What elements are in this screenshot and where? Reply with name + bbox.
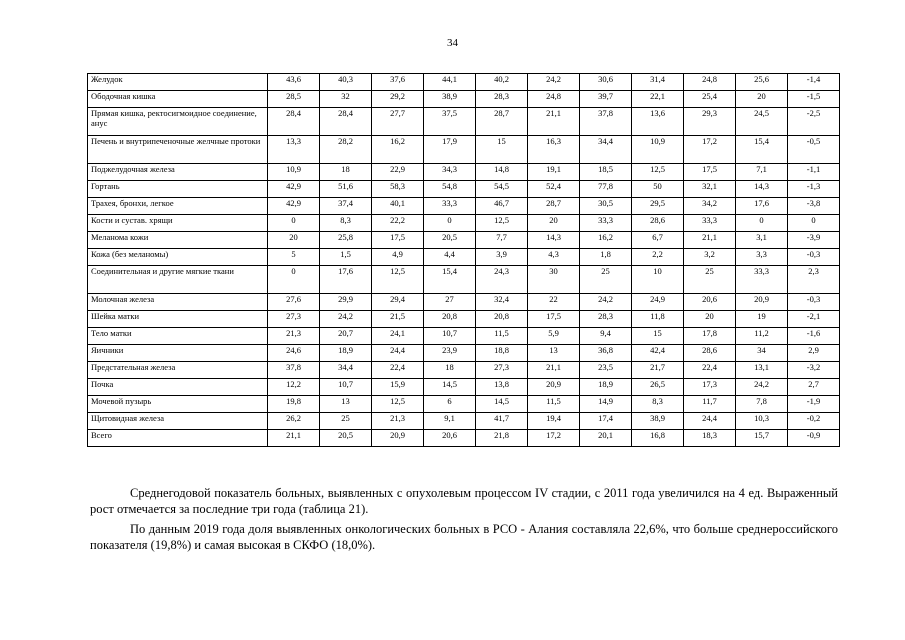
table-cell: 22,9 (372, 164, 424, 181)
table-cell: 17,6 (736, 198, 788, 215)
table-cell: 28,7 (476, 108, 528, 136)
table-cell: 28,2 (320, 136, 372, 164)
table-cell: -1,3 (788, 181, 840, 198)
table-cell: 21,3 (372, 413, 424, 430)
table-cell: 17,5 (684, 164, 736, 181)
table-cell: 14,5 (424, 379, 476, 396)
table-cell: 44,1 (424, 74, 476, 91)
table-cell: 20,8 (476, 311, 528, 328)
table-cell: 15,7 (736, 430, 788, 447)
table-row (88, 232, 840, 249)
row-label: Кости и сустав. хрящи (88, 215, 268, 232)
table-cell: 25,4 (684, 91, 736, 108)
table-cell: 25 (320, 413, 372, 430)
table-cell: 11,2 (736, 328, 788, 345)
row-label: Шейка матки (88, 311, 268, 328)
table-cell: 9,4 (580, 328, 632, 345)
table-cell: 7,7 (476, 232, 528, 249)
table-cell: 15,9 (372, 379, 424, 396)
row-label: Щитовидная железа (88, 413, 268, 430)
table-cell: -3,9 (788, 232, 840, 249)
table-cell: 19,8 (268, 396, 320, 413)
table-cell: 10,9 (632, 136, 684, 164)
row-label: Гортань (88, 181, 268, 198)
table-row (88, 249, 840, 266)
table-cell: 34,4 (580, 136, 632, 164)
table-cell: 1,5 (320, 249, 372, 266)
table-cell: 15 (476, 136, 528, 164)
table-cell: 24,9 (632, 294, 684, 311)
table-cell: 17,4 (580, 413, 632, 430)
table-cell: 24,4 (372, 345, 424, 362)
table-cell: 15 (632, 328, 684, 345)
table-cell: 25 (580, 266, 632, 294)
table-cell: 13,3 (268, 136, 320, 164)
table-cell: 38,9 (424, 91, 476, 108)
table-cell: 20,1 (580, 430, 632, 447)
table-cell: 24,2 (580, 294, 632, 311)
table-cell: -0,5 (788, 136, 840, 164)
table-cell: 18,9 (580, 379, 632, 396)
table-row (88, 108, 840, 136)
table-cell: 20,8 (424, 311, 476, 328)
table-cell: 27,6 (268, 294, 320, 311)
table-cell: 11,8 (632, 311, 684, 328)
table-cell: 42,9 (268, 181, 320, 198)
table-row (88, 181, 840, 198)
table-row (88, 198, 840, 215)
page-number: 34 (447, 37, 458, 49)
table-cell: 21,7 (632, 362, 684, 379)
table-cell: 37,4 (320, 198, 372, 215)
row-label: Молочная железа (88, 294, 268, 311)
table-cell: 16,3 (528, 136, 580, 164)
table-cell: 18,9 (320, 345, 372, 362)
table-cell: 20,6 (684, 294, 736, 311)
table-cell: 20,9 (736, 294, 788, 311)
table-cell: 13,8 (476, 379, 528, 396)
table-row (88, 311, 840, 328)
table-cell: 18 (424, 362, 476, 379)
table-cell: -2,1 (788, 311, 840, 328)
table-cell: 43,6 (268, 74, 320, 91)
table-cell: 24,3 (476, 266, 528, 294)
table-cell: 26,2 (268, 413, 320, 430)
table-cell: 29,3 (684, 108, 736, 136)
table-cell: 25,6 (736, 74, 788, 91)
table-cell: 77,8 (580, 181, 632, 198)
table-cell: 20,5 (320, 430, 372, 447)
data-table (87, 73, 840, 447)
table-cell: 18,5 (580, 164, 632, 181)
table-row (88, 396, 840, 413)
table-cell: 17,3 (684, 379, 736, 396)
table-cell: 32,4 (476, 294, 528, 311)
table-cell: 14,3 (528, 232, 580, 249)
table-cell: 17,6 (320, 266, 372, 294)
table-cell: 41,7 (476, 413, 528, 430)
table-cell: 10 (632, 266, 684, 294)
table-cell: 11,5 (528, 396, 580, 413)
row-label: Всего (88, 430, 268, 447)
table-cell: 28,3 (476, 91, 528, 108)
table-cell: 4,9 (372, 249, 424, 266)
table-cell: 42,4 (632, 345, 684, 362)
table-cell: 21,8 (476, 430, 528, 447)
table-cell: 28,6 (684, 345, 736, 362)
table-row (88, 215, 840, 232)
table-row (88, 379, 840, 396)
table-cell: 16,2 (372, 136, 424, 164)
table-cell: 2,2 (632, 249, 684, 266)
table-cell: 21,5 (372, 311, 424, 328)
table-cell: 37,8 (268, 362, 320, 379)
table-cell: 14,9 (580, 396, 632, 413)
table-cell: 2,9 (788, 345, 840, 362)
table-row (88, 164, 840, 181)
table-cell: -2,5 (788, 108, 840, 136)
table-cell: 30,6 (580, 74, 632, 91)
table-cell: 32 (320, 91, 372, 108)
table-cell: 12,5 (476, 215, 528, 232)
row-label: Предстательная железа (88, 362, 268, 379)
table-cell: 10,7 (320, 379, 372, 396)
table-cell: 50 (632, 181, 684, 198)
table-cell: 22,4 (372, 362, 424, 379)
table-cell: 51,6 (320, 181, 372, 198)
table-cell: 28,3 (580, 311, 632, 328)
table-cell: 9,1 (424, 413, 476, 430)
row-label: Мочевой пузырь (88, 396, 268, 413)
table-cell: 23,9 (424, 345, 476, 362)
table-cell: -1,9 (788, 396, 840, 413)
table-cell: 20 (736, 91, 788, 108)
table-cell: 20 (684, 311, 736, 328)
table-cell: 24,2 (320, 311, 372, 328)
table-cell: 8,3 (320, 215, 372, 232)
table-cell: 21,3 (268, 328, 320, 345)
table-cell: 20 (268, 232, 320, 249)
table-cell: 24,1 (372, 328, 424, 345)
table-cell: -0,3 (788, 249, 840, 266)
table-cell: 6,7 (632, 232, 684, 249)
table-cell: 15,4 (736, 136, 788, 164)
table-cell: 3,2 (684, 249, 736, 266)
table-cell: 37,8 (580, 108, 632, 136)
table-cell: 0 (424, 215, 476, 232)
table-row (88, 266, 840, 294)
table-cell: 34 (736, 345, 788, 362)
row-label: Соединительная и другие мягкие ткани (88, 266, 268, 294)
table-row (88, 328, 840, 345)
paragraph-2: По данным 2019 года доля выявленных онкологических больных в РСО - Алания составляла 22,6%, что больше среднероссийского показателя (19,8%) и самая высокая в СКФО (18,0%). (90, 522, 838, 552)
table-cell: 5,9 (528, 328, 580, 345)
table-cell: 7,8 (736, 396, 788, 413)
table-cell: 14,8 (476, 164, 528, 181)
table-cell: 18,8 (476, 345, 528, 362)
table-cell: 13 (320, 396, 372, 413)
table-cell: 12,5 (632, 164, 684, 181)
table-cell: 6 (424, 396, 476, 413)
table-cell: 17,5 (528, 311, 580, 328)
row-label: Ободочная кишка (88, 91, 268, 108)
table-cell: 29,2 (372, 91, 424, 108)
table-cell: 22 (528, 294, 580, 311)
table-cell: 10,9 (268, 164, 320, 181)
table-cell: 46,7 (476, 198, 528, 215)
table-cell: 28,5 (268, 91, 320, 108)
row-label: Прямая кишка, ректосигмоидное соединение, анус (88, 108, 268, 136)
table-cell: 3,9 (476, 249, 528, 266)
table-cell: 37,5 (424, 108, 476, 136)
table-cell: 28,6 (632, 215, 684, 232)
table-cell: 25,8 (320, 232, 372, 249)
table-cell: 17,8 (684, 328, 736, 345)
table-cell: 20,7 (320, 328, 372, 345)
table-cell: 12,5 (372, 396, 424, 413)
table-cell: 24,8 (528, 91, 580, 108)
table-cell: 20 (528, 215, 580, 232)
table-cell: 5 (268, 249, 320, 266)
table-cell: 54,5 (476, 181, 528, 198)
table-cell: 36,8 (580, 345, 632, 362)
table-cell: 32,1 (684, 181, 736, 198)
table-cell: 54,8 (424, 181, 476, 198)
table-cell: -3,2 (788, 362, 840, 379)
table-cell: 33,3 (580, 215, 632, 232)
table-cell: 12,5 (372, 266, 424, 294)
table-cell: 38,9 (632, 413, 684, 430)
table-cell: 24,4 (684, 413, 736, 430)
table-row (88, 294, 840, 311)
table-cell: 11,7 (684, 396, 736, 413)
table-cell: 33,3 (736, 266, 788, 294)
table-cell: 20,5 (424, 232, 476, 249)
row-label: Поджелудочная железа (88, 164, 268, 181)
table-cell: 20,6 (424, 430, 476, 447)
table-cell: 1,8 (580, 249, 632, 266)
table-cell: 12,2 (268, 379, 320, 396)
table-cell: 19,4 (528, 413, 580, 430)
table-cell: 40,1 (372, 198, 424, 215)
table-cell: -0,2 (788, 413, 840, 430)
table-cell: 10,7 (424, 328, 476, 345)
row-label: Меланома кожи (88, 232, 268, 249)
table-cell: 58,3 (372, 181, 424, 198)
table-row (88, 430, 840, 447)
table-cell: 24,5 (736, 108, 788, 136)
table-cell: 17,2 (684, 136, 736, 164)
table-cell: 40,3 (320, 74, 372, 91)
table-cell: 18 (320, 164, 372, 181)
table-cell: -1,1 (788, 164, 840, 181)
table-cell: -3,8 (788, 198, 840, 215)
table-cell: 21,1 (268, 430, 320, 447)
table-cell: 3,1 (736, 232, 788, 249)
table-cell: 22,4 (684, 362, 736, 379)
table-cell: -1,5 (788, 91, 840, 108)
table-cell: -0,3 (788, 294, 840, 311)
table-cell: 26,5 (632, 379, 684, 396)
table-cell: 0 (268, 215, 320, 232)
table-cell: 34,4 (320, 362, 372, 379)
table-cell: 2,7 (788, 379, 840, 396)
table-row (88, 91, 840, 108)
row-label: Кожа (без меланомы) (88, 249, 268, 266)
table-cell: 19 (736, 311, 788, 328)
table-cell: 8,3 (632, 396, 684, 413)
table-cell: 40,2 (476, 74, 528, 91)
table-cell: 30,5 (580, 198, 632, 215)
table-cell: 33,3 (684, 215, 736, 232)
table-cell: 24,2 (736, 379, 788, 396)
table-cell: 14,5 (476, 396, 528, 413)
table-cell: 30 (528, 266, 580, 294)
table-cell: 2,3 (788, 266, 840, 294)
paragraph-1: Среднегодовой показатель больных, выявленных с опухолевым процессом IV стадии, с 2011 года увеличился на 4 ед. Выраженный рост отмечается за последние три года (таблица 21). (90, 486, 838, 516)
table-row (88, 74, 840, 91)
row-label: Тело матки (88, 328, 268, 345)
table-cell: 13 (528, 345, 580, 362)
table-cell: 0 (268, 266, 320, 294)
table-cell: 17,9 (424, 136, 476, 164)
table-row (88, 413, 840, 430)
table-cell: 27,3 (268, 311, 320, 328)
table-cell: 16,8 (632, 430, 684, 447)
table-cell: 13,1 (736, 362, 788, 379)
table-cell: 29,4 (372, 294, 424, 311)
table-cell: 20,9 (528, 379, 580, 396)
table-cell: 3,3 (736, 249, 788, 266)
table-cell: 24,6 (268, 345, 320, 362)
table-cell: 29,5 (632, 198, 684, 215)
table-cell: 34,3 (424, 164, 476, 181)
table-cell: 21,1 (684, 232, 736, 249)
row-label: Печень и внутрипеченочные желчные протоки (88, 136, 268, 164)
table-cell: 29,9 (320, 294, 372, 311)
table-cell: 21,1 (528, 362, 580, 379)
table-cell: 20,9 (372, 430, 424, 447)
row-label: Трахея, бронхи, легкое (88, 198, 268, 215)
table-cell: 42,9 (268, 198, 320, 215)
table-cell: 34,2 (684, 198, 736, 215)
table-cell: 39,7 (580, 91, 632, 108)
table-cell: 0 (788, 215, 840, 232)
table-cell: 7,1 (736, 164, 788, 181)
table-row (88, 345, 840, 362)
table-cell: 24,2 (528, 74, 580, 91)
table-row (88, 362, 840, 379)
table-cell: 17,2 (528, 430, 580, 447)
row-label: Яичники (88, 345, 268, 362)
table-cell: 24,8 (684, 74, 736, 91)
table-row (88, 136, 840, 164)
row-label: Желудок (88, 74, 268, 91)
table-cell: 27,3 (476, 362, 528, 379)
table-cell: 27 (424, 294, 476, 311)
table-cell: 4,4 (424, 249, 476, 266)
table-cell: 18,3 (684, 430, 736, 447)
table-cell: 11,5 (476, 328, 528, 345)
table-body (88, 74, 840, 447)
table-cell: 52,4 (528, 181, 580, 198)
table-cell: 27,7 (372, 108, 424, 136)
table-cell: 33,3 (424, 198, 476, 215)
table-cell: 22,1 (632, 91, 684, 108)
table-cell: 0 (736, 215, 788, 232)
table-cell: 14,3 (736, 181, 788, 198)
table-cell: 23,5 (580, 362, 632, 379)
table-cell: 28,7 (528, 198, 580, 215)
table-cell: 31,4 (632, 74, 684, 91)
table-cell: 22,2 (372, 215, 424, 232)
table-cell: 4,3 (528, 249, 580, 266)
table-cell: 17,5 (372, 232, 424, 249)
table-cell: -0,9 (788, 430, 840, 447)
table-cell: -1,6 (788, 328, 840, 345)
table-cell: 13,6 (632, 108, 684, 136)
table-cell: 21,1 (528, 108, 580, 136)
table-cell: 25 (684, 266, 736, 294)
table-cell: 28,4 (268, 108, 320, 136)
table-cell: 15,4 (424, 266, 476, 294)
table-cell: 10,3 (736, 413, 788, 430)
table-cell: -1,4 (788, 74, 840, 91)
table-cell: 16,2 (580, 232, 632, 249)
table-cell: 19,1 (528, 164, 580, 181)
table-cell: 28,4 (320, 108, 372, 136)
row-label: Почка (88, 379, 268, 396)
table-cell: 37,6 (372, 74, 424, 91)
